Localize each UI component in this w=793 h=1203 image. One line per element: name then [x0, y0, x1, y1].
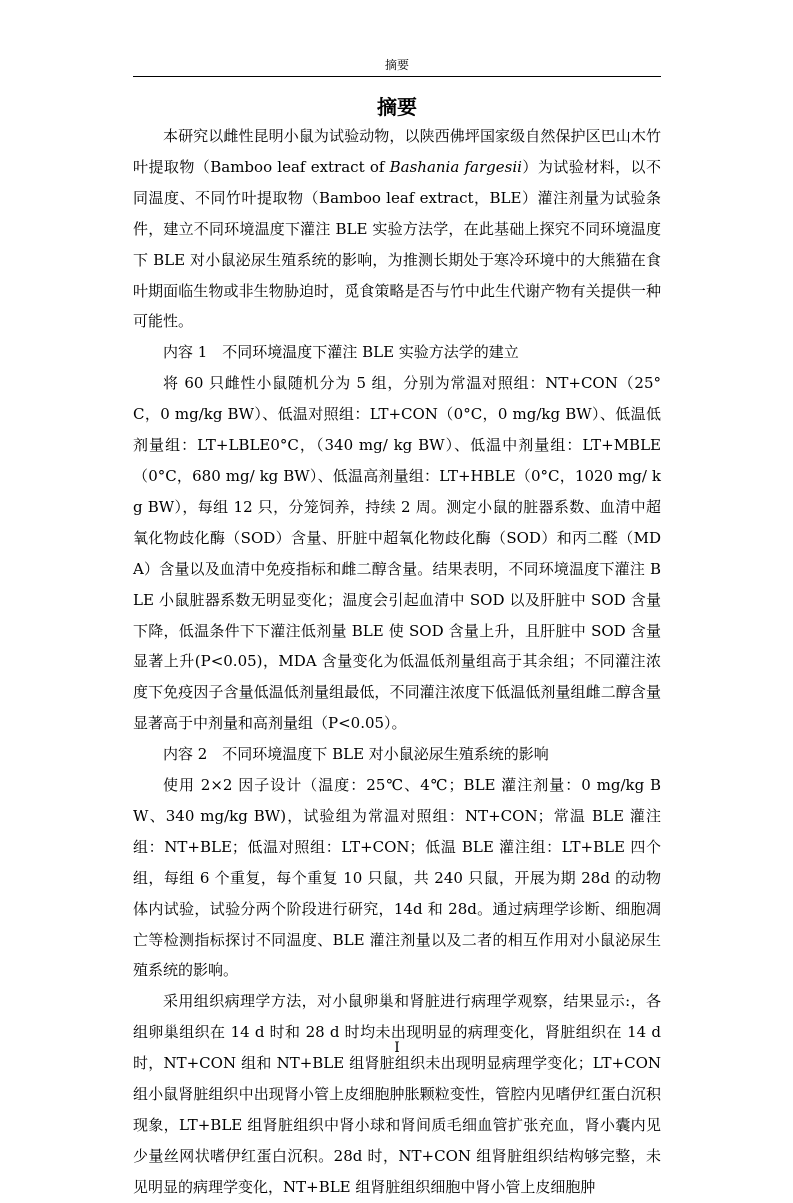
abstract-paragraph-pathology	[133, 986, 661, 1202]
species-name: Bashania fargesii	[389, 157, 522, 176]
abstract-paragraph-intro	[133, 121, 661, 337]
paragraph-text: 采用组织病理学方法，对小鼠卵巢和肾脏进行病理学观察，结果显示:，各组卵巢组织在 14 d 时和 28 d 时均未出现明显的病理变化，肾脏组织在 14 d 时，NT+CON 组和 NT+BLE 组肾脏组织未出现明显病理学变化；LT+CON 组小鼠肾脏组织中出现肾小管上皮细胞肿胀颗粒变性，管腔内见嗜伊红蛋白沉积现象，LT+BLE 组肾脏组织中肾小球和肾间质毛细血管扩张充血，肾小囊内见少量丝网状嗜伊红蛋白沉积。28d 时，NT+CON 组肾脏组织结构够完整，未见明显的病理学变化，NT+BLE 组肾脏组织细胞中肾小管上皮细胞肿	[133, 992, 661, 1196]
section-heading-text: 内容 1 不同环境温度下灌注 BLE 实验方法学的建立	[163, 343, 519, 362]
paragraph-text: 本研究以雌性昆明小鼠为试验动物，以陕西佛坪国家级自然保护区巴山木竹叶提取物（Bamboo leaf extract of	[133, 127, 661, 176]
paragraph-text: 将 60 只雌性小鼠随机分为 5 组，分别为常温对照组：NT+CON（25°C，0 mg/kg BW）、低温对照组：LT+CON（0°C，0 mg/kg BW）、低温低剂量组：LT+LBLE0°C，（340 mg/ kg BW）、低温中剂量组：LT+MBLE（0°C，680 mg/ kg BW）、低温高剂量组：LT+HBLE（0°C，1020 mg/ kg BW），每组 12 只，分笼饲养，持续 2 周。测定小鼠的脏器系数、血清中超氧化物歧化酶（SOD）含量、肝脏中超氧化物歧化酶（SOD）和丙二醛（MDA）含量以及血清中免疫指标和雌二醇含量。结果表明，不同环境温度下灌注 BLE 小鼠脏器系数无明显变化；温度会引起血清中 SOD 以及肝脏中 SOD 含量下降，低温条件下下灌注低剂量 BLE 使 SOD 含量上升，且肝脏中 SOD 含量显著上升(P<0.05)，MDA 含量变化为低温低剂量组高于其余组；不同灌注浓度下免疫因子含量低温低剂量组最低，不同灌注浓度下低温低剂量组雌二醇含量显著高于中剂量和高剂量组（P<0.05）。	[133, 374, 661, 733]
paragraph-text: 使用 2×2 因子设计（温度：25℃、4℃；BLE 灌注剂量：0 mg/kg BW、340 mg/kg BW)，试验组为常温对照组：NT+CON；常温 BLE 灌注组：NT+BLE；低温对照组：LT+CON；低温 BLE 灌注组：LT+BLE 四个组，每组 6 个重复，每个重复 10 只鼠，共 240 只鼠，开展为期 28d 的动物体内试验，试验分两个阶段进行研究，14d 和 28d。通过病理学诊断、细胞凋亡等检测指标探讨不同温度、BLE 灌注剂量以及二者的相互作用对小鼠泌尿生殖系统的影响。	[133, 776, 661, 980]
abstract-paragraph-design	[133, 770, 661, 986]
page-title: 摘要	[377, 95, 417, 119]
page-number: I	[394, 1040, 400, 1056]
section-heading-content-1	[133, 337, 661, 368]
header-rule	[133, 76, 661, 77]
section-heading-text: 内容 2 不同环境温度下 BLE 对小鼠泌尿生殖系统的影响	[163, 745, 549, 764]
section-heading-content-2	[133, 739, 661, 770]
abstract-paragraph-content-1	[133, 368, 661, 739]
running-header: 摘要	[384, 58, 409, 72]
paragraph-text: ）为试验材料，以不同温度、不同竹叶提取物（Bamboo leaf extract，BLE）灌注剂量为试验条件，建立不同环境温度下灌注 BLE 实验方法学，在此基础上探究不同环境温度下 BLE 对小鼠泌尿生殖系统的影响，为推测长期处于寒冷环境中的大熊猫在食叶期面临生物或非生物胁迫时，觅食策略是否与竹中此生代谢产物有关提供一种可能性。	[133, 157, 661, 331]
